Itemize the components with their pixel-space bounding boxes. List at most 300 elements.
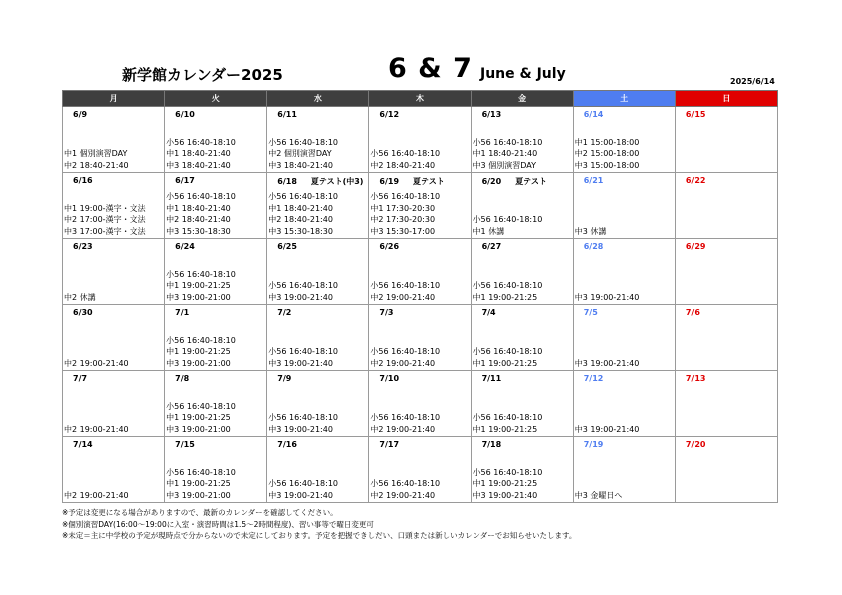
day-date — [584, 308, 598, 317]
schedule-line: 中2 19:00-21:40 — [370, 490, 436, 500]
day-cell — [369, 437, 471, 503]
schedule-line — [677, 424, 776, 435]
day-schedule — [677, 137, 776, 171]
schedule-line: 中1 19:00-21:25 — [166, 281, 231, 291]
day-schedule — [370, 467, 469, 501]
schedule-line: 中3 19:00-21:40 — [268, 490, 333, 500]
day-cell — [165, 437, 267, 503]
schedule-line — [575, 269, 674, 280]
day-date-label: 6/20 — [481, 177, 502, 186]
day-date — [73, 176, 93, 185]
schedule-line: 中3 15:30-18:30 — [166, 226, 231, 236]
day-date — [277, 242, 297, 251]
day-date — [175, 440, 195, 449]
day-date-label: 7/19 — [583, 440, 604, 449]
day-cell — [165, 107, 267, 173]
schedule-line: 中3 19:00-21:00 — [166, 292, 231, 302]
day-date-label: 6/22 — [685, 176, 706, 185]
months-heading: 6 & 7 — [388, 53, 473, 84]
day-date — [175, 110, 195, 119]
day-date-label: 6/25 — [277, 242, 297, 251]
day-cell — [267, 305, 369, 371]
day-schedule — [268, 467, 367, 501]
day-schedule — [575, 137, 674, 171]
schedule-line: 小56 16:40-18:10 — [268, 413, 338, 423]
day-schedule — [166, 335, 265, 369]
day-date — [73, 374, 87, 383]
schedule-line — [677, 269, 776, 280]
day-date — [482, 176, 547, 187]
schedule-line: 小56 16:40-18:10 — [166, 335, 236, 345]
day-date-label: 7/3 — [379, 308, 394, 317]
day-cell — [471, 437, 573, 503]
schedule-line: 中2 18:40-21:40 — [166, 215, 231, 225]
schedule-line: 中1 19:00-21:25 — [472, 479, 538, 489]
day-schedule — [473, 467, 572, 501]
day-event-note: 夏テスト — [413, 177, 445, 186]
day-date-label: 7/18 — [481, 440, 502, 449]
schedule-line — [575, 203, 674, 214]
day-cell — [471, 107, 573, 173]
schedule-line: 小56 16:40-18:10 — [370, 347, 441, 357]
day-date — [584, 440, 604, 449]
schedule-line: 中2 15:00-18:00 — [574, 149, 640, 159]
schedule-line: 中1 19:00-漢字・文法 — [64, 203, 146, 213]
schedule-line — [370, 467, 469, 478]
day-cell — [267, 173, 369, 239]
weekday-thu: 木 — [369, 91, 471, 107]
day-date-label: 7/7 — [73, 374, 88, 383]
day-date-label: 7/15 — [175, 440, 195, 449]
schedule-line: 小56 16:40-18:10 — [472, 281, 543, 291]
schedule-line: 小56 16:40-18:10 — [166, 192, 236, 202]
day-date — [482, 110, 502, 119]
day-schedule — [166, 401, 265, 435]
schedule-line: 中2 19:00-21:40 — [64, 358, 129, 368]
schedule-line: 中2 17:30-20:30 — [370, 215, 436, 225]
day-date — [277, 440, 297, 449]
footer-notes — [62, 507, 576, 542]
day-date — [379, 176, 444, 187]
schedule-line: 小56 16:40-18:10 — [166, 269, 236, 279]
schedule-line: 中3 19:00-21:40 — [268, 358, 333, 368]
day-event-note: 夏テスト(中3) — [310, 177, 364, 186]
weekday-header-row — [63, 91, 778, 107]
day-date — [686, 374, 706, 383]
schedule-line — [370, 335, 469, 346]
day-schedule — [166, 137, 265, 171]
schedule-line: 中3 15:30-17:00 — [370, 226, 436, 236]
day-date — [686, 440, 706, 449]
day-cell — [675, 173, 777, 239]
schedule-line — [677, 292, 776, 303]
day-schedule — [473, 401, 572, 435]
day-date-label: 6/30 — [73, 308, 93, 317]
day-date-label: 6/29 — [685, 242, 706, 251]
day-date-label: 7/20 — [685, 440, 706, 449]
schedule-line — [575, 412, 674, 423]
schedule-line — [268, 335, 367, 346]
day-cell — [369, 239, 471, 305]
schedule-line — [473, 401, 572, 412]
schedule-line — [473, 203, 572, 214]
day-date — [686, 308, 700, 317]
schedule-line — [677, 160, 776, 171]
day-date — [482, 242, 502, 251]
day-date-label: 6/14 — [583, 110, 604, 119]
schedule-line — [268, 401, 367, 412]
day-date-label: 6/19 — [379, 177, 400, 186]
schedule-line — [677, 358, 776, 369]
calendar-body — [63, 107, 778, 503]
day-date-label: 7/8 — [175, 374, 190, 383]
schedule-line: 中3 15:00-18:00 — [574, 160, 640, 170]
schedule-line: 中3 17:00-漢字・文法 — [64, 226, 146, 236]
schedule-line — [575, 401, 674, 412]
schedule-line — [64, 137, 163, 148]
day-schedule — [268, 335, 367, 369]
day-date-label: 7/17 — [379, 440, 400, 449]
schedule-line: 中3 休講 — [574, 226, 607, 236]
day-cell — [471, 239, 573, 305]
day-schedule — [268, 137, 367, 171]
schedule-line: 小56 16:40-18:10 — [268, 281, 338, 291]
schedule-line: 小56 16:40-18:10 — [370, 479, 441, 489]
schedule-line: 中2 18:40-21:40 — [370, 160, 436, 170]
weekday-tue: 火 — [165, 91, 267, 107]
schedule-line: 中3 18:40-21:40 — [166, 160, 231, 170]
day-date — [686, 242, 706, 251]
day-cell — [165, 305, 267, 371]
day-date — [175, 308, 189, 317]
day-date-label: 7/5 — [583, 308, 598, 317]
schedule-line — [575, 467, 674, 478]
day-date — [584, 242, 604, 251]
schedule-line: 中2 個別演習DAY — [268, 149, 332, 159]
schedule-line: 中3 18:40-21:40 — [268, 160, 333, 170]
day-date-label: 7/9 — [277, 374, 292, 383]
week-row — [63, 305, 778, 371]
day-cell — [675, 305, 777, 371]
day-cell — [369, 305, 471, 371]
schedule-line: 小56 16:40-18:10 — [472, 215, 543, 225]
schedule-line — [677, 346, 776, 357]
schedule-line — [64, 412, 163, 423]
day-date — [482, 374, 502, 383]
day-date — [482, 308, 496, 317]
day-date-label: 6/17 — [175, 176, 195, 185]
day-schedule — [575, 467, 674, 501]
week-row — [63, 437, 778, 503]
day-date-label: 6/26 — [379, 242, 400, 251]
schedule-line — [575, 191, 674, 202]
schedule-line — [473, 335, 572, 346]
day-date — [73, 110, 87, 119]
day-schedule — [64, 467, 163, 501]
schedule-line — [64, 467, 163, 478]
day-date-label: 6/24 — [175, 242, 195, 251]
day-cell — [369, 173, 471, 239]
weekday-sun: 日 — [675, 91, 777, 107]
schedule-line — [64, 335, 163, 346]
schedule-line — [677, 137, 776, 148]
day-schedule — [370, 269, 469, 303]
schedule-line: 小56 16:40-18:10 — [268, 479, 338, 489]
day-cell — [267, 437, 369, 503]
schedule-line — [677, 203, 776, 214]
day-date — [277, 374, 291, 383]
day-cell — [471, 371, 573, 437]
schedule-line: 中1 19:00-21:25 — [166, 479, 231, 489]
day-date-label: 7/12 — [583, 374, 604, 383]
schedule-line: 小56 16:40-18:10 — [268, 192, 338, 202]
day-date — [379, 110, 399, 119]
day-schedule — [166, 467, 265, 501]
schedule-line: 小56 16:40-18:10 — [472, 137, 543, 147]
schedule-line — [64, 478, 163, 489]
day-schedule — [370, 335, 469, 369]
schedule-line: 小56 16:40-18:10 — [370, 413, 441, 423]
schedule-line — [677, 335, 776, 346]
day-date — [379, 374, 399, 383]
day-schedule — [677, 269, 776, 303]
schedule-line: 中1 19:00-21:25 — [166, 347, 231, 357]
schedule-line: 中3 19:00-21:00 — [166, 490, 231, 500]
schedule-line — [575, 280, 674, 291]
schedule-line: 小56 16:40-18:10 — [166, 467, 236, 477]
day-date — [379, 242, 399, 251]
footer-note: ※個別演習DAY(16:00～19:00に入室・演習時間は1.5～2時間程度)、習い事等で曜日変更可 — [62, 519, 374, 529]
schedule-line — [64, 280, 163, 291]
schedule-line: 中1 休講 — [472, 226, 505, 236]
day-date — [73, 308, 93, 317]
week-row — [63, 107, 778, 173]
schedule-line — [268, 467, 367, 478]
day-date-label: 6/16 — [73, 176, 93, 185]
schedule-line: 中3 19:00-21:40 — [268, 424, 333, 434]
schedule-line — [677, 148, 776, 159]
weekday-mon: 月 — [63, 91, 165, 107]
day-date-label: 6/28 — [583, 242, 604, 251]
day-schedule — [166, 269, 265, 303]
day-date-label: 6/27 — [481, 242, 502, 251]
schedule-line — [677, 490, 776, 501]
schedule-line: 中3 19:00-21:40 — [574, 292, 640, 302]
day-date — [73, 242, 93, 251]
schedule-line — [370, 137, 469, 148]
day-date-label: 7/10 — [379, 374, 400, 383]
day-date — [73, 440, 93, 449]
day-date — [379, 308, 393, 317]
day-date-label: 7/1 — [175, 308, 190, 317]
day-cell — [573, 239, 675, 305]
schedule-line — [677, 478, 776, 489]
schedule-line — [370, 269, 469, 280]
schedule-line — [677, 214, 776, 225]
day-date-label: 6/23 — [73, 242, 93, 251]
schedule-line — [575, 478, 674, 489]
schedule-line: 中3 金曜日へ — [574, 490, 623, 500]
schedule-line: 中1 18:40-21:40 — [472, 149, 538, 159]
day-date — [482, 440, 502, 449]
day-date-label: 6/12 — [379, 110, 400, 119]
schedule-line: 小56 16:40-18:10 — [268, 137, 338, 147]
day-date — [584, 110, 604, 119]
day-schedule — [370, 137, 469, 171]
schedule-line — [575, 346, 674, 357]
schedule-line: 中1 個別演習DAY — [64, 149, 128, 159]
weekday-fri: 金 — [471, 91, 573, 107]
day-date-label: 7/6 — [685, 308, 700, 317]
day-cell — [675, 437, 777, 503]
schedule-line: 中2 休講 — [64, 292, 96, 302]
day-schedule — [268, 269, 367, 303]
day-schedule — [473, 335, 572, 369]
schedule-line: 中2 19:00-21:40 — [370, 292, 436, 302]
schedule-line — [677, 191, 776, 202]
day-schedule — [575, 191, 674, 237]
week-row — [63, 239, 778, 305]
schedule-line: 中2 18:40-21:40 — [64, 160, 129, 170]
day-date-label: 6/18 — [277, 177, 297, 186]
schedule-line: 小56 16:40-18:10 — [472, 413, 543, 423]
schedule-line: 中1 18:40-21:40 — [268, 203, 333, 213]
day-schedule — [64, 269, 163, 303]
day-schedule — [473, 269, 572, 303]
day-cell — [675, 371, 777, 437]
day-cell — [369, 107, 471, 173]
schedule-line: 小56 16:40-18:10 — [370, 192, 441, 202]
day-schedule — [677, 467, 776, 501]
schedule-line: 小56 16:40-18:10 — [472, 347, 543, 357]
day-cell — [573, 305, 675, 371]
weekday-sat: 土 — [573, 91, 675, 107]
day-cell — [63, 173, 165, 239]
day-date-label: 7/4 — [481, 308, 496, 317]
schedule-line: 中1 15:00-18:00 — [574, 137, 640, 147]
day-date-label: 7/2 — [277, 308, 292, 317]
day-date — [686, 176, 706, 185]
day-date-label: 6/21 — [583, 176, 604, 185]
week-row — [63, 173, 778, 239]
schedule-line: 小56 16:40-18:10 — [370, 281, 441, 291]
day-date — [175, 374, 189, 383]
day-cell — [573, 437, 675, 503]
day-date — [277, 176, 363, 187]
schedule-line: 中3 19:00-21:40 — [472, 490, 538, 500]
day-cell — [369, 371, 471, 437]
day-date-label: 6/15 — [685, 110, 706, 119]
day-date — [686, 110, 706, 119]
schedule-line — [64, 269, 163, 280]
day-schedule — [575, 401, 674, 435]
day-cell — [675, 239, 777, 305]
months-heading-english: June & July — [480, 66, 566, 82]
schedule-line — [268, 269, 367, 280]
day-date-label: 6/11 — [277, 110, 297, 119]
schedule-line — [473, 191, 572, 202]
schedule-line: 中3 19:00-21:40 — [574, 358, 640, 368]
day-schedule — [64, 401, 163, 435]
day-cell — [471, 305, 573, 371]
day-schedule — [677, 335, 776, 369]
day-cell — [573, 371, 675, 437]
day-schedule — [370, 401, 469, 435]
day-cell — [63, 305, 165, 371]
day-cell — [267, 239, 369, 305]
day-date — [175, 176, 195, 185]
schedule-line — [677, 226, 776, 237]
schedule-line: 中2 19:00-21:40 — [64, 490, 129, 500]
day-cell — [165, 371, 267, 437]
day-cell — [675, 107, 777, 173]
schedule-line: 中2 17:00-漢字・文法 — [64, 215, 146, 225]
schedule-line — [575, 214, 674, 225]
day-date — [277, 308, 291, 317]
schedule-line: 中3 個別演習DAY — [472, 160, 536, 170]
day-schedule — [370, 191, 469, 237]
schedule-line — [677, 280, 776, 291]
schedule-line: 中2 19:00-21:40 — [64, 424, 129, 434]
footer-note: ※未定＝主に中学校の予定が現時点で分からないので未定にしております。予定を把握できしだい、口頭または新しいカレンダーでお知らせいたします。 — [62, 531, 577, 540]
schedule-line — [370, 401, 469, 412]
schedule-line — [64, 401, 163, 412]
day-schedule — [473, 137, 572, 171]
day-schedule — [268, 401, 367, 435]
schedule-line — [64, 191, 163, 202]
day-cell — [63, 239, 165, 305]
day-schedule — [64, 191, 163, 237]
day-schedule — [575, 335, 674, 369]
day-schedule — [575, 269, 674, 303]
week-row — [63, 371, 778, 437]
day-cell — [63, 107, 165, 173]
day-date-label: 7/11 — [481, 374, 502, 383]
schedule-line: 小56 16:40-18:10 — [268, 347, 338, 357]
day-schedule — [268, 191, 367, 237]
day-date — [584, 374, 604, 383]
schedule-line — [677, 401, 776, 412]
schedule-line: 中1 19:00-21:25 — [472, 424, 538, 434]
day-schedule — [473, 191, 572, 237]
schedule-line — [473, 269, 572, 280]
day-date — [584, 176, 604, 185]
day-cell — [165, 173, 267, 239]
schedule-line: 中1 19:00-21:25 — [472, 358, 538, 368]
schedule-line: 小56 16:40-18:10 — [370, 149, 441, 159]
day-date-label: 6/10 — [175, 110, 195, 119]
day-date — [379, 440, 399, 449]
day-cell — [471, 173, 573, 239]
day-cell — [573, 107, 675, 173]
footer-note: ※予定は変更になる場合がありますので、最新のカレンダーを確認してください。 — [62, 508, 338, 517]
day-date-label: 6/9 — [73, 110, 88, 119]
schedule-line: 中1 18:40-21:40 — [166, 149, 231, 159]
day-schedule — [166, 191, 265, 237]
schedule-line: 中3 19:00-21:40 — [268, 292, 333, 302]
day-cell — [573, 173, 675, 239]
schedule-line — [575, 335, 674, 346]
day-schedule — [677, 401, 776, 435]
day-date-label: 7/13 — [685, 374, 706, 383]
schedule-line: 小56 16:40-18:10 — [472, 467, 543, 477]
day-cell — [63, 371, 165, 437]
schedule-line — [677, 467, 776, 478]
day-schedule — [64, 335, 163, 369]
calendar-grid — [62, 90, 778, 503]
day-date — [277, 110, 297, 119]
schedule-line: 中1 19:00-21:25 — [472, 292, 538, 302]
